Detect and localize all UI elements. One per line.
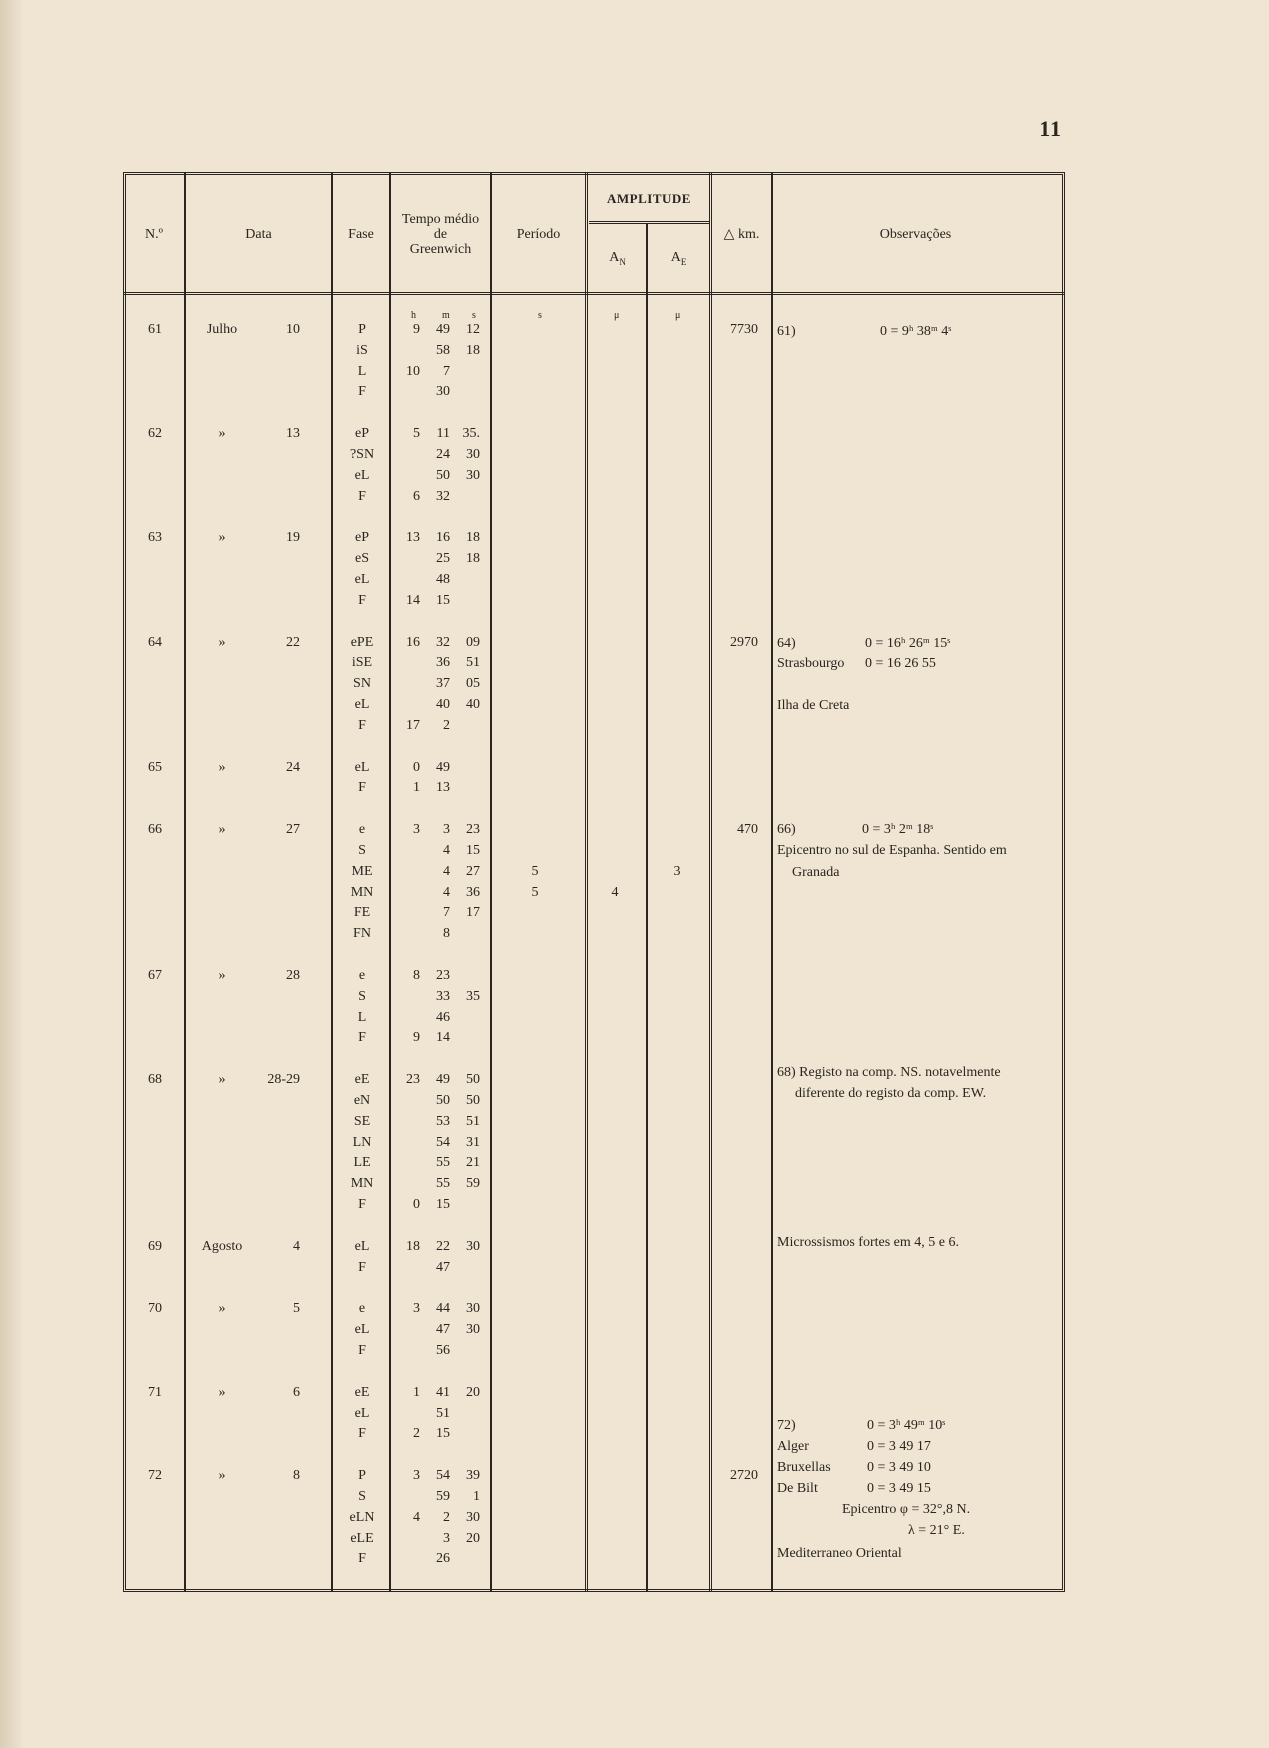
time-seconds: 59 (466, 1176, 480, 1192)
event-distance-km: 2970 (730, 634, 758, 650)
time-minutes: 55 (436, 1176, 450, 1192)
time-minutes: 48 (436, 572, 450, 587)
event-month: » (218, 968, 226, 983)
event-number: 69 (148, 1238, 162, 1254)
phase-label: e (358, 822, 366, 838)
amplitude-separator (589, 221, 710, 224)
phase-label: eL (354, 1405, 370, 1421)
header-period: Período (516, 227, 561, 242)
phase-label: ?SN (349, 447, 375, 462)
obs-72-city-3-value: 0 = 3 49 15 (867, 1481, 931, 1496)
obs-66-value: 0 = 3ʰ 2ᵐ 18ˢ (862, 822, 934, 837)
event-day: 13 (286, 426, 300, 442)
header-amplitude-n (589, 250, 646, 270)
time-minutes: 15 (436, 592, 450, 608)
event-month: » (218, 1384, 226, 1400)
time-seconds: 18 (466, 342, 480, 358)
time-minutes: 58 (436, 342, 450, 358)
header-phase: Fase (348, 227, 374, 242)
obs-61-num: 61) (777, 324, 796, 339)
time-minutes: 26 (436, 1551, 450, 1567)
phase-label: e (358, 1301, 366, 1317)
event-day: 28 (286, 968, 300, 983)
obs-72-num: 72) (777, 1418, 796, 1433)
event-day: 22 (286, 634, 300, 650)
phase-label: F (358, 1426, 366, 1442)
page-number: 11 (1039, 116, 1062, 141)
time-seconds: 50 (466, 1093, 480, 1108)
time-seconds: 30 (466, 1509, 480, 1525)
time-minutes: 15 (436, 1426, 450, 1442)
event-month: Julho (206, 322, 238, 337)
time-seconds: 15 (466, 843, 480, 858)
obs-64-city: Strasbourgo (777, 656, 845, 671)
time-seconds: 31 (466, 1134, 480, 1150)
unit-hours: h (411, 310, 416, 321)
amplitude-e-value: 3 (673, 863, 681, 879)
event-month: » (218, 634, 226, 650)
phase-label: P (358, 322, 366, 337)
time-seconds: 50 (466, 1072, 480, 1088)
event-month: Agosto (201, 1238, 243, 1254)
unit-ae-micron: μ (675, 310, 681, 321)
time-hours: 9 (413, 1030, 420, 1046)
time-seconds: 18 (466, 530, 480, 546)
phase-label: F (358, 1030, 366, 1046)
obs-66-line2: Granada (792, 865, 840, 880)
phase-label: SN (353, 676, 371, 692)
phase-label: LN (352, 1134, 372, 1150)
time-minutes: 4 (443, 863, 450, 879)
time-minutes: 54 (436, 1134, 450, 1150)
time-hours: 3 (413, 822, 420, 838)
header-time-line2: de (433, 227, 448, 242)
phase-label: iSE (351, 655, 373, 671)
phase-label: F (358, 592, 366, 608)
time-minutes: 51 (436, 1405, 450, 1421)
time-seconds: 18 (466, 551, 480, 567)
obs-69: Microssismos fortes em 4, 5 e 6. (777, 1235, 959, 1250)
time-minutes: 4 (443, 843, 450, 858)
phase-label: F (358, 1259, 366, 1275)
time-minutes: 30 (436, 384, 450, 400)
phase-label: eN (353, 1093, 371, 1108)
time-minutes: 7 (443, 905, 450, 921)
time-minutes: 50 (436, 1093, 450, 1108)
time-hours: 13 (406, 530, 420, 546)
event-day: 28-29 (267, 1072, 300, 1088)
time-minutes: 15 (436, 1197, 450, 1212)
time-minutes: 40 (436, 697, 450, 712)
phase-label: S (358, 1489, 366, 1504)
time-minutes: 13 (436, 780, 450, 796)
time-minutes: 49 (436, 322, 450, 337)
phase-label: FN (353, 926, 371, 942)
time-minutes: 44 (436, 1301, 450, 1317)
obs-72-epicentre: Epicentro φ = 32°,8 N. (842, 1502, 971, 1517)
time-minutes: 50 (436, 467, 450, 483)
phase-label: eL (354, 697, 370, 712)
header-an-sub: N (619, 256, 626, 267)
time-minutes: 11 (436, 426, 450, 442)
obs-68-line2: diferente do registo da comp. EW. (795, 1086, 987, 1101)
time-minutes: 2 (443, 717, 450, 733)
column-divider (184, 172, 186, 1592)
time-minutes: 46 (436, 1009, 450, 1025)
time-hours: 9 (413, 322, 420, 337)
header-an-letter: A (609, 250, 620, 265)
time-hours: 23 (406, 1072, 420, 1088)
header-time (391, 212, 490, 257)
header-amplitude-e (648, 250, 709, 270)
time-hours: 0 (413, 1197, 420, 1212)
column-divider (585, 172, 590, 1592)
time-minutes: 36 (436, 655, 450, 671)
phase-label: F (358, 1197, 366, 1212)
phase-label: ME (351, 863, 373, 879)
header-ae-sub: E (680, 256, 687, 267)
time-minutes: 49 (436, 1072, 450, 1088)
time-seconds: 35 (466, 988, 480, 1004)
time-minutes: 25 (436, 551, 450, 567)
time-minutes: 32 (436, 634, 450, 650)
time-seconds: 40 (466, 697, 480, 712)
time-seconds: 27 (466, 863, 480, 879)
header-distance: △ km. (723, 227, 760, 242)
header-separator (123, 292, 1065, 295)
phase-label: F (358, 488, 366, 504)
event-distance-km: 2720 (730, 1468, 758, 1484)
time-hours: 10 (406, 363, 420, 379)
time-minutes: 3 (443, 822, 450, 838)
header-ae-letter: A (670, 250, 681, 265)
time-minutes: 3 (443, 1530, 450, 1546)
time-minutes: 14 (436, 1030, 450, 1046)
phase-label: S (358, 988, 366, 1004)
phase-label: LE (353, 1155, 371, 1171)
time-minutes: 22 (436, 1238, 450, 1254)
time-hours: 8 (413, 968, 420, 983)
event-day: 8 (293, 1468, 300, 1484)
obs-64-num: 64) (777, 636, 796, 651)
obs-61-value: 0 = 9ʰ 38ᵐ 4ˢ (880, 324, 952, 339)
time-minutes: 59 (436, 1489, 450, 1504)
event-day: 19 (286, 530, 300, 546)
time-seconds: 21 (466, 1155, 480, 1171)
column-divider (771, 172, 773, 1592)
event-number: 72 (148, 1468, 162, 1484)
phase-label: FE (353, 905, 371, 921)
header-time-line1: Tempo médio (401, 212, 480, 227)
time-minutes: 7 (443, 363, 450, 379)
event-day: 24 (286, 759, 300, 775)
event-number: 71 (148, 1384, 162, 1400)
column-divider (709, 172, 714, 1592)
time-seconds: 30 (466, 467, 480, 483)
event-month: » (218, 1468, 226, 1484)
obs-64-value: 0 = 16ʰ 26ᵐ 15ˢ (865, 636, 951, 651)
event-day: 5 (293, 1301, 300, 1317)
unit-period-seconds: s (538, 310, 542, 321)
event-day: 4 (293, 1238, 300, 1254)
time-minutes: 56 (436, 1343, 450, 1358)
phase-label: SE (353, 1113, 371, 1129)
column-divider (490, 172, 492, 1592)
event-month: » (218, 1072, 226, 1088)
obs-72-region: Mediterraneo Oriental (777, 1546, 902, 1561)
column-divider (331, 172, 333, 1592)
time-minutes: 47 (436, 1259, 450, 1275)
phase-label: P (358, 1468, 366, 1484)
column-divider (646, 294, 648, 1592)
time-seconds: 20 (466, 1384, 480, 1400)
phase-label: eP (355, 426, 369, 442)
phase-label: MN (350, 1176, 374, 1192)
time-hours: 14 (406, 592, 420, 608)
obs-64-city-value: 0 = 16 26 55 (865, 656, 936, 671)
header-number: N.º (145, 227, 163, 242)
unit-seconds: s (472, 310, 476, 321)
time-seconds: 30 (466, 447, 480, 462)
phase-label: F (358, 717, 366, 733)
time-seconds: 09 (466, 634, 480, 650)
event-number: 70 (148, 1301, 162, 1317)
seismic-table-frame (123, 172, 1065, 1592)
time-minutes: 4 (443, 884, 450, 900)
time-seconds: 30 (466, 1322, 480, 1338)
time-minutes: 16 (436, 530, 450, 546)
phase-label: iS (356, 342, 368, 358)
time-seconds: 39 (466, 1468, 480, 1484)
time-seconds: 30 (466, 1301, 480, 1317)
phase-label: eE (354, 1384, 370, 1400)
obs-72-value: 0 = 3ʰ 49ᵐ 10ˢ (867, 1418, 946, 1433)
time-seconds: 51 (466, 655, 480, 671)
event-number: 61 (148, 322, 162, 337)
period-value: 5 (531, 863, 539, 879)
time-hours: 3 (413, 1301, 420, 1317)
amplitude-n-value: 4 (611, 884, 619, 900)
phase-label: eL (354, 467, 370, 483)
event-number: 68 (148, 1072, 162, 1088)
phase-label: S (358, 843, 366, 858)
event-number: 66 (148, 822, 162, 838)
header-amplitude: AMPLITUDE (607, 191, 691, 206)
unit-minutes: m (442, 310, 450, 321)
phase-label: e (358, 968, 366, 983)
time-hours: 3 (413, 1468, 420, 1484)
phase-label: F (358, 1343, 366, 1358)
obs-72-city-1: Alger (777, 1439, 809, 1454)
header-time-line3: Greenwich (409, 242, 472, 257)
time-hours: 2 (413, 1426, 420, 1442)
phase-label: F (358, 1551, 366, 1567)
time-seconds: 23 (466, 822, 480, 838)
time-seconds: 36 (466, 884, 480, 900)
time-hours: 18 (406, 1238, 420, 1254)
unit-an-micron: μ (614, 310, 620, 321)
time-seconds: 30 (466, 1238, 480, 1254)
event-number: 67 (148, 968, 162, 983)
time-minutes: 24 (436, 447, 450, 462)
period-value: 5 (531, 884, 539, 900)
time-minutes: 37 (436, 676, 450, 692)
event-number: 64 (148, 634, 162, 650)
phase-label: L (357, 363, 367, 379)
time-seconds: 20 (466, 1530, 480, 1546)
column-divider (389, 172, 391, 1592)
time-seconds: 51 (466, 1113, 480, 1129)
time-hours: 4 (413, 1509, 420, 1525)
event-day: 10 (286, 322, 300, 337)
time-hours: 5 (413, 426, 420, 442)
phase-label: MN (350, 884, 374, 900)
obs-66-num: 66) (777, 822, 796, 837)
time-minutes: 8 (443, 926, 450, 942)
event-number: 63 (148, 530, 162, 546)
obs-72-city-3: De Bilt (777, 1481, 818, 1496)
event-month: » (218, 1301, 226, 1317)
time-minutes: 49 (436, 759, 450, 775)
phase-label: F (358, 384, 366, 400)
time-hours: 0 (413, 759, 420, 775)
time-hours: 1 (413, 780, 420, 796)
event-month: » (218, 530, 226, 546)
phase-label: eS (355, 551, 369, 567)
page-edge (0, 0, 22, 1748)
phase-label: L (357, 1009, 367, 1025)
phase-label: eP (355, 530, 369, 546)
phase-label: F (358, 780, 366, 796)
phase-label: eL (354, 572, 370, 587)
time-minutes: 53 (436, 1113, 450, 1129)
time-hours: 17 (406, 717, 420, 733)
event-distance-km: 470 (737, 822, 758, 838)
obs-72-longitude: λ = 21° E. (908, 1523, 965, 1538)
phase-label: eL (354, 759, 370, 775)
time-seconds: 1 (473, 1489, 480, 1504)
time-minutes: 23 (436, 968, 450, 983)
obs-72-city-1-value: 0 = 3 49 17 (867, 1439, 931, 1454)
time-seconds: 12 (466, 322, 480, 337)
event-distance-km: 7730 (730, 322, 758, 337)
event-day: 6 (293, 1384, 300, 1400)
time-seconds: 05 (466, 676, 480, 692)
event-number: 62 (148, 426, 162, 442)
event-day: 27 (286, 822, 300, 838)
time-hours: 6 (413, 488, 420, 504)
event-month: » (218, 822, 226, 838)
time-minutes: 54 (436, 1468, 450, 1484)
time-minutes: 2 (443, 1509, 450, 1525)
time-seconds: 35. (462, 426, 480, 442)
phase-label: eLE (350, 1530, 374, 1546)
obs-68-line1: 68) Registo na comp. NS. notavelmente (777, 1065, 1001, 1080)
time-hours: 1 (413, 1384, 420, 1400)
obs-66-line1: Epicentro no sul de Espanha. Sentido em (777, 843, 1007, 858)
header-date: Data (245, 227, 272, 242)
event-month: » (218, 426, 226, 442)
time-minutes: 32 (436, 488, 450, 504)
time-minutes: 41 (436, 1384, 450, 1400)
time-minutes: 47 (436, 1322, 450, 1338)
time-minutes: 33 (436, 988, 450, 1004)
obs-72-city-2-value: 0 = 3 49 10 (867, 1460, 931, 1475)
event-month: » (218, 759, 226, 775)
obs-64-region: Ilha de Creta (777, 698, 850, 713)
time-seconds: 17 (466, 905, 480, 921)
event-number: 65 (148, 759, 162, 775)
header-observations: Observações (879, 227, 952, 242)
phase-label: eL (354, 1322, 370, 1338)
phase-label: eL (354, 1238, 370, 1254)
time-minutes: 55 (436, 1155, 450, 1171)
phase-label: eLN (349, 1509, 375, 1525)
time-hours: 16 (406, 634, 420, 650)
obs-72-city-2: Bruxellas (777, 1460, 831, 1475)
phase-label: ePE (350, 634, 374, 650)
phase-label: eE (354, 1072, 370, 1088)
